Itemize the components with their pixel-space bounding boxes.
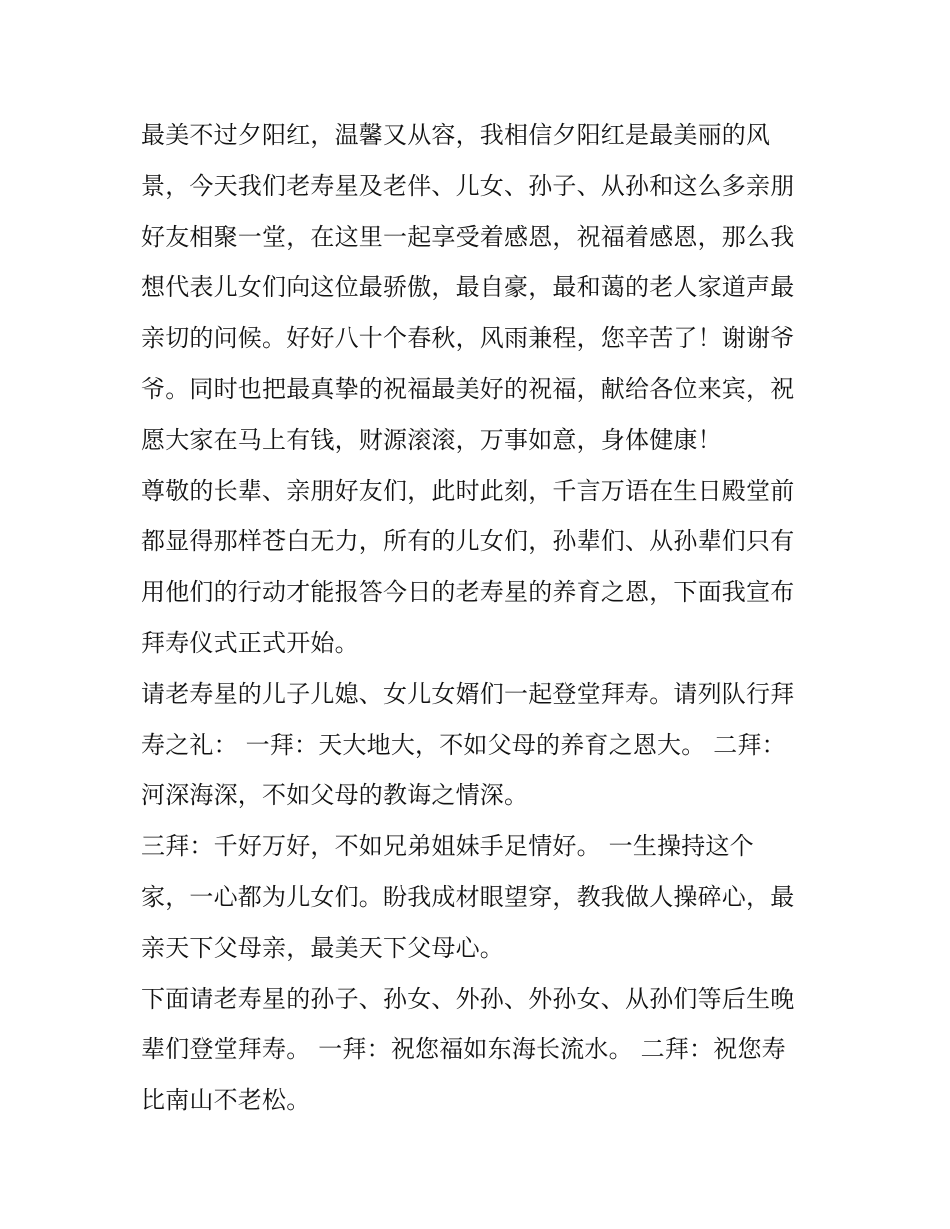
text-line: 请老寿星的儿子儿媳、女儿女婿们一起登堂拜寿。请列队行拜 — [141, 679, 795, 708]
text-line: 亲天下父母亲，最美天下父母心。 — [141, 933, 504, 962]
text-line: 比南山不老松。 — [141, 1086, 311, 1115]
text-line: 最美不过夕阳红，温馨又从容，我相信夕阳红是最美丽的风 — [141, 121, 771, 149]
text-line: 拜寿仪式正式开始。 — [141, 628, 359, 657]
text-line: 都显得那样苍白无力，所有的儿女们，孙辈们、从孙辈们只有 — [141, 527, 795, 556]
text-line: 爷。同时也把最真挚的祝福最美好的祝福，献给各位来宾，祝 — [141, 374, 795, 403]
text-line: 家，一心都为儿女们。盼我成材眼望穿，教我做人操碎心，最 — [141, 882, 795, 911]
text-line: 想代表儿女们向这位最骄傲，最自豪，最和蔼的老人家道声最 — [141, 273, 795, 302]
text-line: 用他们的行动才能报答今日的老寿星的养育之恩，下面我宣布 — [141, 578, 795, 607]
text-line: 寿之礼： 一拜：天大地大，不如父母的养育之恩大。 二拜： — [141, 730, 786, 759]
text-line: 愿大家在马上有钱，财源滚滚，万事如意，身体健康！ — [141, 425, 722, 454]
text-line: 河深海深，不如父母的教诲之情深。 — [141, 781, 529, 810]
text-line: 亲切的问候。好好八十个春秋，风雨兼程，您辛苦了！谢谢爷 — [141, 324, 795, 353]
text-line: 辈们登堂拜寿。 一拜：祝您福如东海长流水。 二拜：祝您寿 — [141, 1035, 786, 1064]
document-body — [141, 110, 821, 1126]
text-line: 好友相聚一堂，在这里一起享受着感恩，祝福着感恩，那么我 — [141, 222, 795, 251]
text-line: 三拜：千好万好，不如兄弟姐妹手足情好。 一生操持这个 — [141, 832, 754, 861]
text-line: 尊敬的长辈、亲朋好友们，此时此刻，千言万语在生日殿堂前 — [141, 476, 795, 505]
text-line: 下面请老寿星的孙子、孙女、外孙、外孙女、从孙们等后生晚 — [141, 984, 795, 1013]
text-line: 景，今天我们老寿星及老伴、儿女、孙子、从孙和这么多亲朋 — [141, 171, 795, 200]
